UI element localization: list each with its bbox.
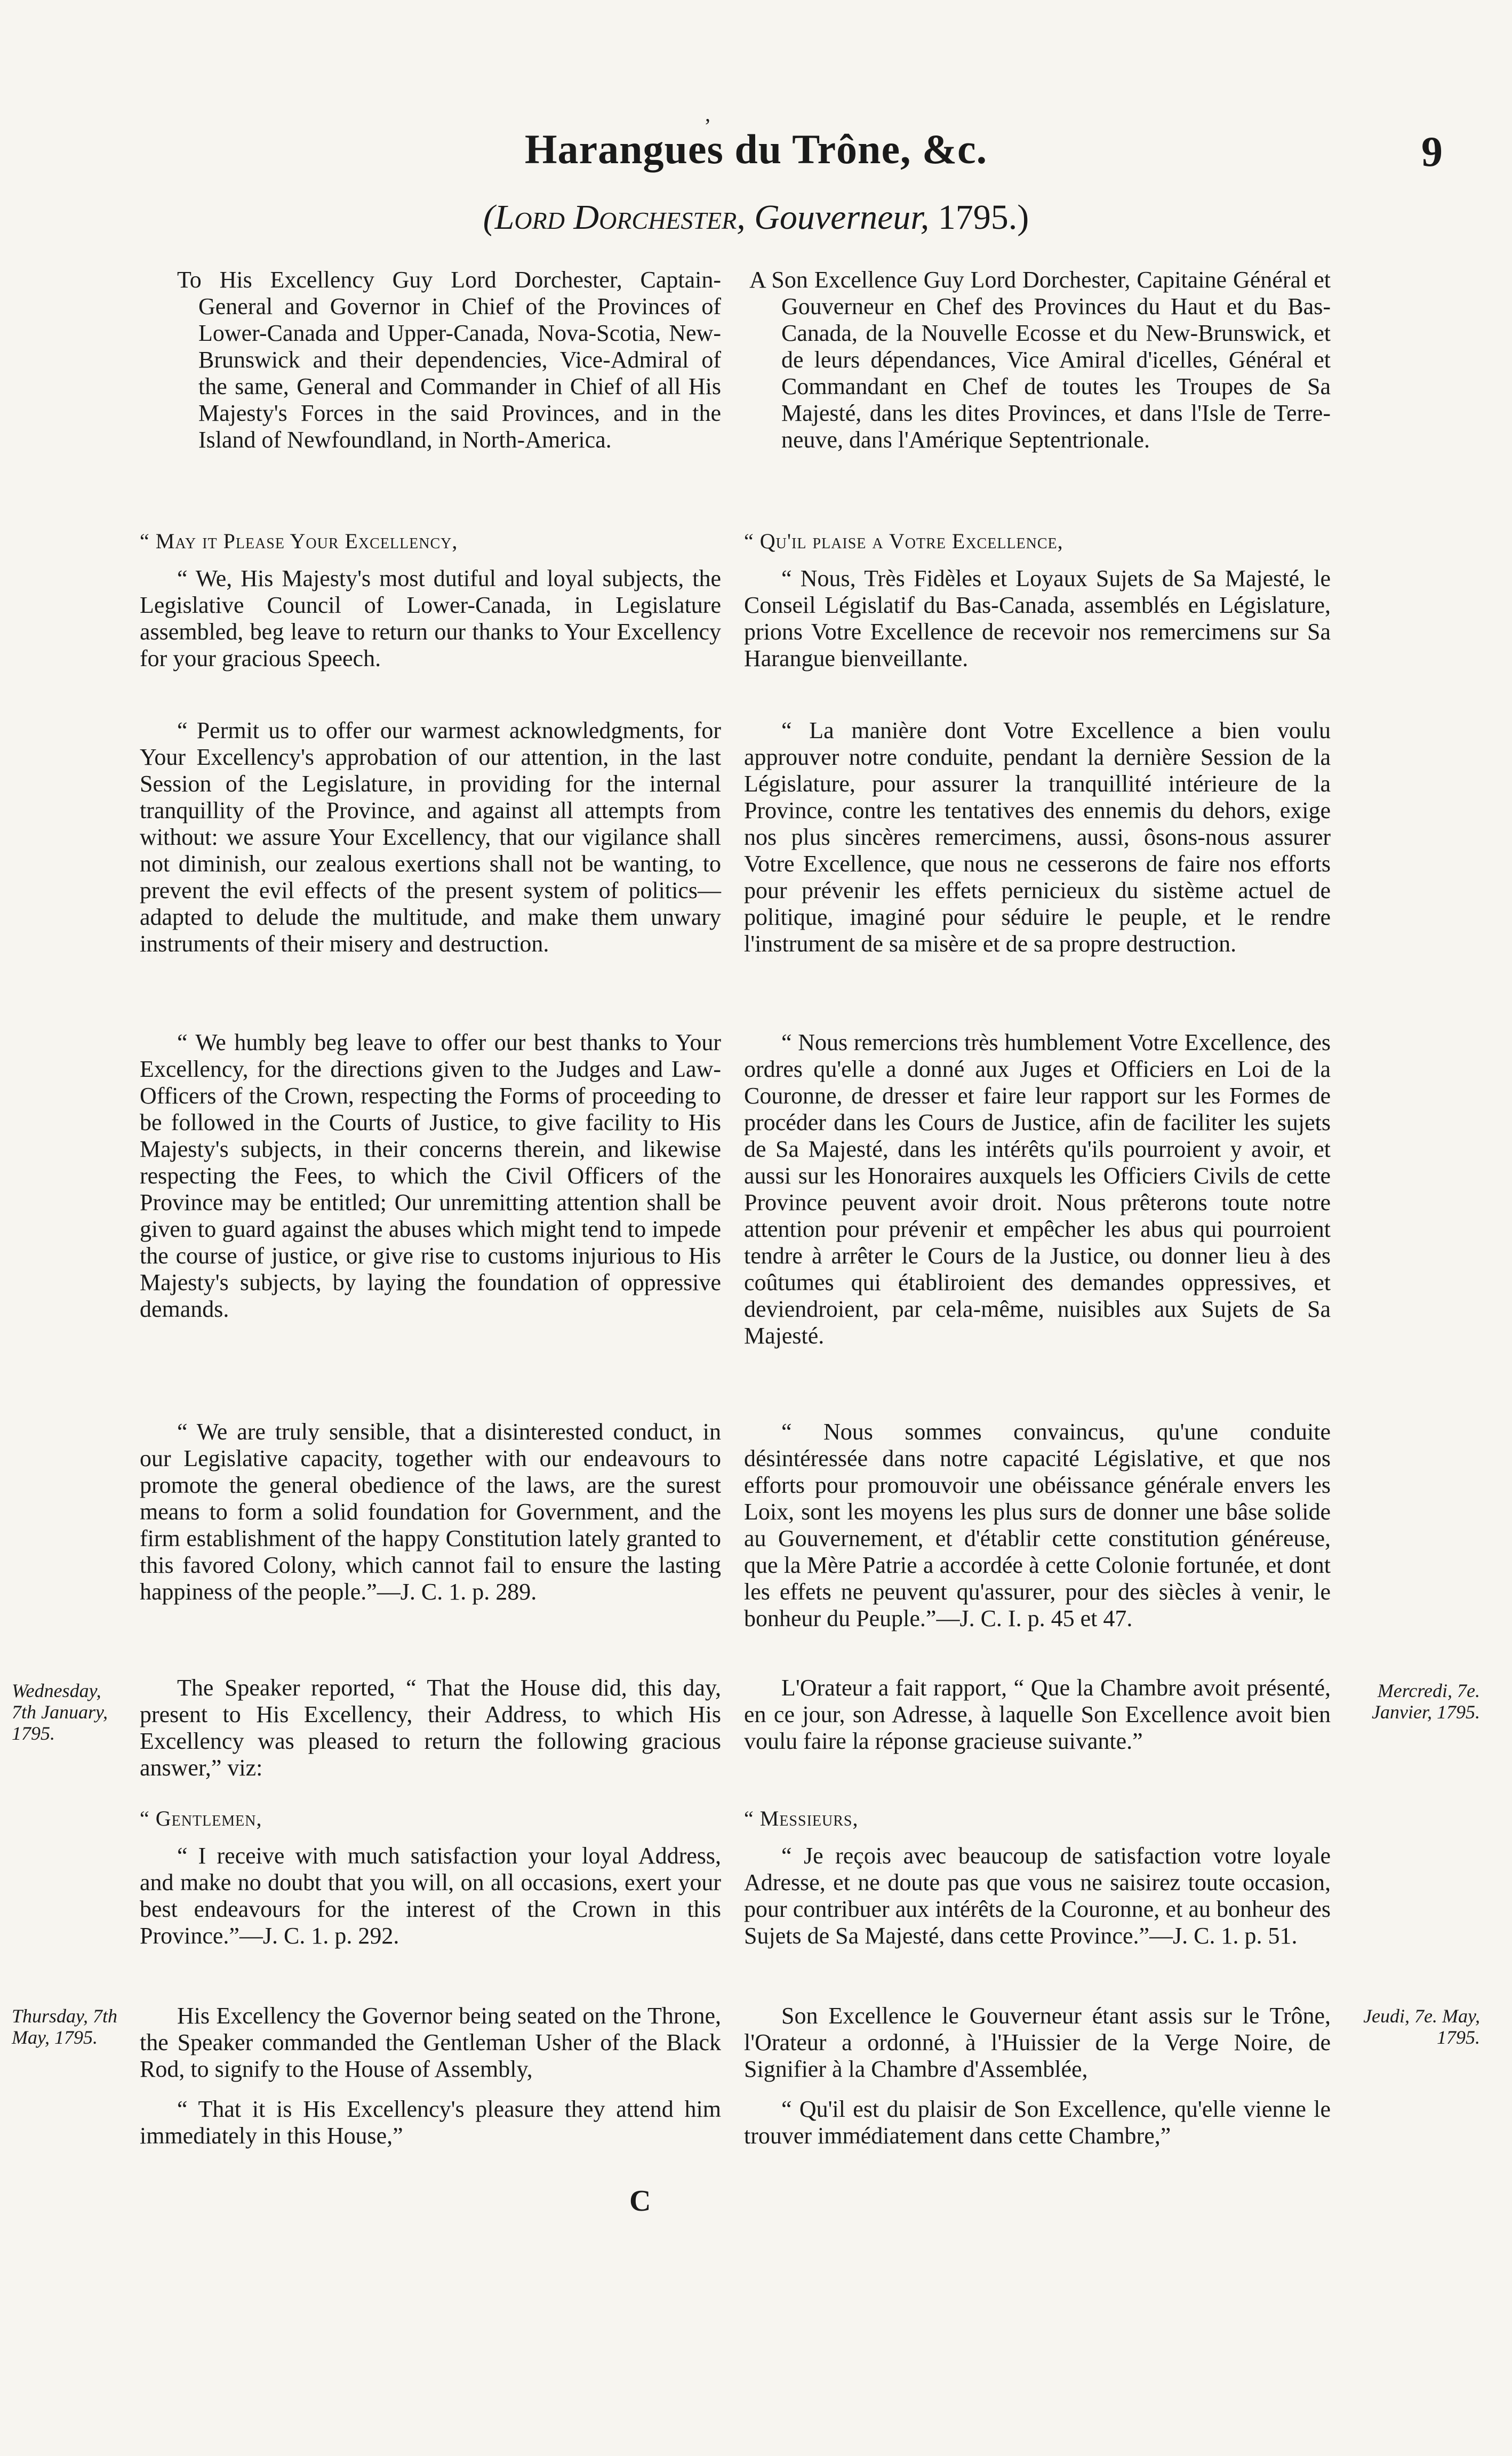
french-p4-text: “ Nous sommes convaincus, qu'une conduite désintéressée dans notre capacité Législative, et que nos efforts pour promouvoir une obéissance générale envers les Loix, sont les moyens les plus surs de donner une bâse solide au Gouvernement, et d'établir cette constitution généreuse, que la Mère Patrie a accordée à cette Colonie fortunée, et dont les effets ne peuvent qu'assurer, pour des siècles à venir, le bonheur du Peuple.”—J. C. I. p. 45 et 47. (744, 1419, 1331, 1631)
subtitle-name: (Lord Dorchester, (483, 198, 746, 237)
english-salutation-block (140, 528, 721, 555)
english-address-block (140, 267, 721, 453)
english-paragraph-1 (140, 565, 721, 672)
french-p2-text: “ La manière dont Votre Excellence a bien voulu approuver notre conduite, pendant la dernière Session de la Législature, pour assurer la tranquillité intérieure de la Province, contre les tentatives des ennemis du dehors, exige nos plus sincères remercimens, aussi, ôsons-nous assurer Votre Excellence, que nous ne cesserons de faire nos efforts pour prévenir les effets pernicieux du sistème actuel de politique, imaginé pour séduire le peuple, et le rendre l'instrument de sa misère et de sa propre destruction. (744, 717, 1331, 957)
english-p7-text: His Excellency the Governor being seated on the Throne, the Speaker commanded the Gentleman Usher of the Black Rod, to signify to the House of Assembly, (140, 2003, 721, 2082)
french-address: A Son Excellence Guy Lord Dorchester, Capitaine Général et Gouverneur en Chef des Provinces du Haut et du Bas-Canada, de la Nouvelle Ecosse et du New-Brunswick, et de leurs dépendances, Vice Amiral d'icelles, Général et Commandant en Chef de toutes les Troupes de Sa Majesté, dans les dites Provinces, et dans l'Isle de Terre-neuve, dans l'Amérique Septentrionale. (749, 267, 1331, 453)
page-subtitle (0, 197, 1512, 238)
margin-note-right-2: Jeudi, 7e. May, 1795. (1363, 2005, 1480, 2048)
french-paragraph-6 (744, 1843, 1331, 1949)
english-p3-text: “ We humbly beg leave to offer our best thanks to Your Excellency, for the directions given to the Judges and Law-Officers of the Crown, respecting the Forms of proceeding to be followed in the Courts of Justice, to give facility to His Majesty's subjects, in their concerns therein, and likewise respecting the Fees, to which the Civil Officers of the Province may be entitled; Our unremitting attention shall be given to guard against the abuses which might tend to impede the course of justice, or give rise to customs injurious to His Majesty's subjects, by laying the foundation of oppressive demands. (140, 1029, 721, 1322)
french-address-block (744, 267, 1331, 453)
french-paragraph-2 (744, 717, 1331, 957)
stray-mark: , (705, 102, 710, 126)
french-p3-text: “ Nous remercions très humblement Votre Excellence, des ordres qu'elle a donné aux Juges et Officiers en Loi de la Couronne, de dresser et faire leur rapport sur les Formes de procéder dans les Cours de Justice, afin de faciliter les sujets de Sa Majesté, dans les intérêts qu'ils pourroient y avoir, et aussi sur les Honoraires auxquels les Officiers Civils de cette Province peuvent avoir droit. Nous prêterons toute notre attention pour prévenir et empêcher les abus qui pourroient tendre à arrêter le Cours de la Justice, ou donner lieu à des coûtumes qui établiroient des demandes oppressives, et deviendroient, par cela-même, nuisibles aux Sujets de Sa Majesté. (744, 1029, 1331, 1349)
english-paragraph-5 (140, 1675, 721, 1781)
french-salutation: “ Qu'il plaise a Votre Excellence, (744, 529, 1063, 553)
english-p1-text: “ We, His Majesty's most dutiful and loyal subjects, the Legislative Council of Lower-Canada, in Legislature assembled, beg leave to return our thanks to Your Excellency for your gracious Speech. (140, 565, 721, 671)
english-address: To His Excellency Guy Lord Dorchester, Captain-General and Governor in Chief of the Provinces of Lower-Canada and Upper-Canada, Nova-Scotia, New-Brunswick and their dependencies, Vice-Admiral of the same, General and Commander in Chief of all His Majesty's Forces in the said Provinces, and in the Island of Newfoundland, in North-America. (177, 267, 721, 453)
english-p4-text: “ We are truly sensible, that a disinterested conduct, in our Legislative capacity, together with our endeavours to promote the general obedience of the laws, are the surest means to form a solid foundation for Government, and the firm establishment of the happy Constitution lately granted to this favored Colony, which cannot fail to ensure the lasting happiness of the people.”—J. C. 1. p. 289. (140, 1419, 721, 1605)
english-salutation-2: “ Gentlemen, (140, 1806, 262, 1830)
french-salutation-2-block (744, 1805, 1331, 1832)
english-paragraph-4 (140, 1419, 721, 1605)
french-paragraph-4 (744, 1419, 1331, 1632)
english-paragraph-7 (140, 2003, 721, 2083)
english-paragraph-8 (140, 2096, 721, 2149)
page-number: 9 (1421, 129, 1443, 175)
english-paragraph-2 (140, 717, 721, 957)
english-p2-text: “ Permit us to offer our warmest acknowledgments, for Your Excellency's approbation of our attention, in the last Session of the Legislature, in providing for the internal tranquillity of the Province, and against all attempts from without: we assure Your Excellency, that our vigilance shall not diminish, our zealous exertions shall not be wanting, to prevent the evil effects of the present system of politics—adapted to delude the multitude, and make them unwary instruments of their misery and destruction. (140, 717, 721, 957)
page-title: Harangues du Trône, &c. (524, 126, 988, 172)
english-salutation-2-block (140, 1805, 721, 1832)
french-p6-text: “ Je reçois avec beaucoup de satisfaction votre loyale Adresse, et ne doute pas que vous ne saisirez toute occasion, pour contribuer aux intérêts de la Couronne, et au bonheur des Sujets de Sa Majesté, dans cette Province.”—J. C. 1. p. 51. (744, 1843, 1331, 1949)
french-salutation-block (744, 528, 1331, 555)
margin-note-left-2: Thursday, 7th May, 1795. (12, 2005, 118, 2048)
margin-note-right-1: Mercredi, 7e. Janvier, 1795. (1372, 1680, 1480, 1723)
french-p8-text: “ Qu'il est du plaisir de Son Excellence, qu'elle vienne le trouver immédiatement dans cette Chambre,” (744, 2096, 1331, 2149)
french-paragraph-3 (744, 1029, 1331, 1349)
english-paragraph-6 (140, 1843, 721, 1949)
english-p6-text: “ I receive with much satisfaction your loyal Address, and make no doubt that you will, on all occasions, exert your best endeavours for the interest of the Crown in this Province.”—J. C. 1. p. 292. (140, 1843, 721, 1949)
french-p5-text: L'Orateur a fait rapport, “ Que la Chambre avoit présenté, en ce jour, son Adresse, à laquelle Son Excellence avoit bien voulu faire la réponse gracieuse suivante.” (744, 1675, 1331, 1754)
margin-note-left-1: Wednesday, 7th January, 1795. (12, 1680, 108, 1744)
english-p8-text: “ That it is His Excellency's pleasure they attend him immediately in this House,” (140, 2096, 721, 2149)
french-paragraph-5 (744, 1675, 1331, 1755)
english-p5-text: The Speaker reported, “ That the House did, this day, present to His Excellency, their Address, to which His Excellency was pleased to return the following gracious answer,” viz: (140, 1675, 721, 1781)
french-salutation-2: “ Messieurs, (744, 1806, 859, 1830)
signature-mark: C (629, 2185, 651, 2218)
french-paragraph-8 (744, 2096, 1331, 2149)
french-p1-text: “ Nous, Très Fidèles et Loyaux Sujets de Sa Majesté, le Conseil Législatif du Bas-Canada, assemblés en Législature, prions Votre Excellence de recevoir nos remercimens sur Sa Harangue bienveillante. (744, 565, 1331, 671)
french-p7-text: Son Excellence le Gouverneur étant assis sur le Trône, l'Orateur a ordonné, à l'Huissier de la Verge Noire, de Signifier à la Chambre d'Assemblée, (744, 2003, 1331, 2082)
subtitle-role: Gouverneur, (754, 198, 930, 237)
subtitle-year: 1795.) (938, 198, 1029, 237)
french-paragraph-7 (744, 2003, 1331, 2083)
english-salutation: “ May it Please Your Excellency, (140, 529, 458, 553)
english-paragraph-3 (140, 1029, 721, 1323)
french-paragraph-1 (744, 565, 1331, 672)
